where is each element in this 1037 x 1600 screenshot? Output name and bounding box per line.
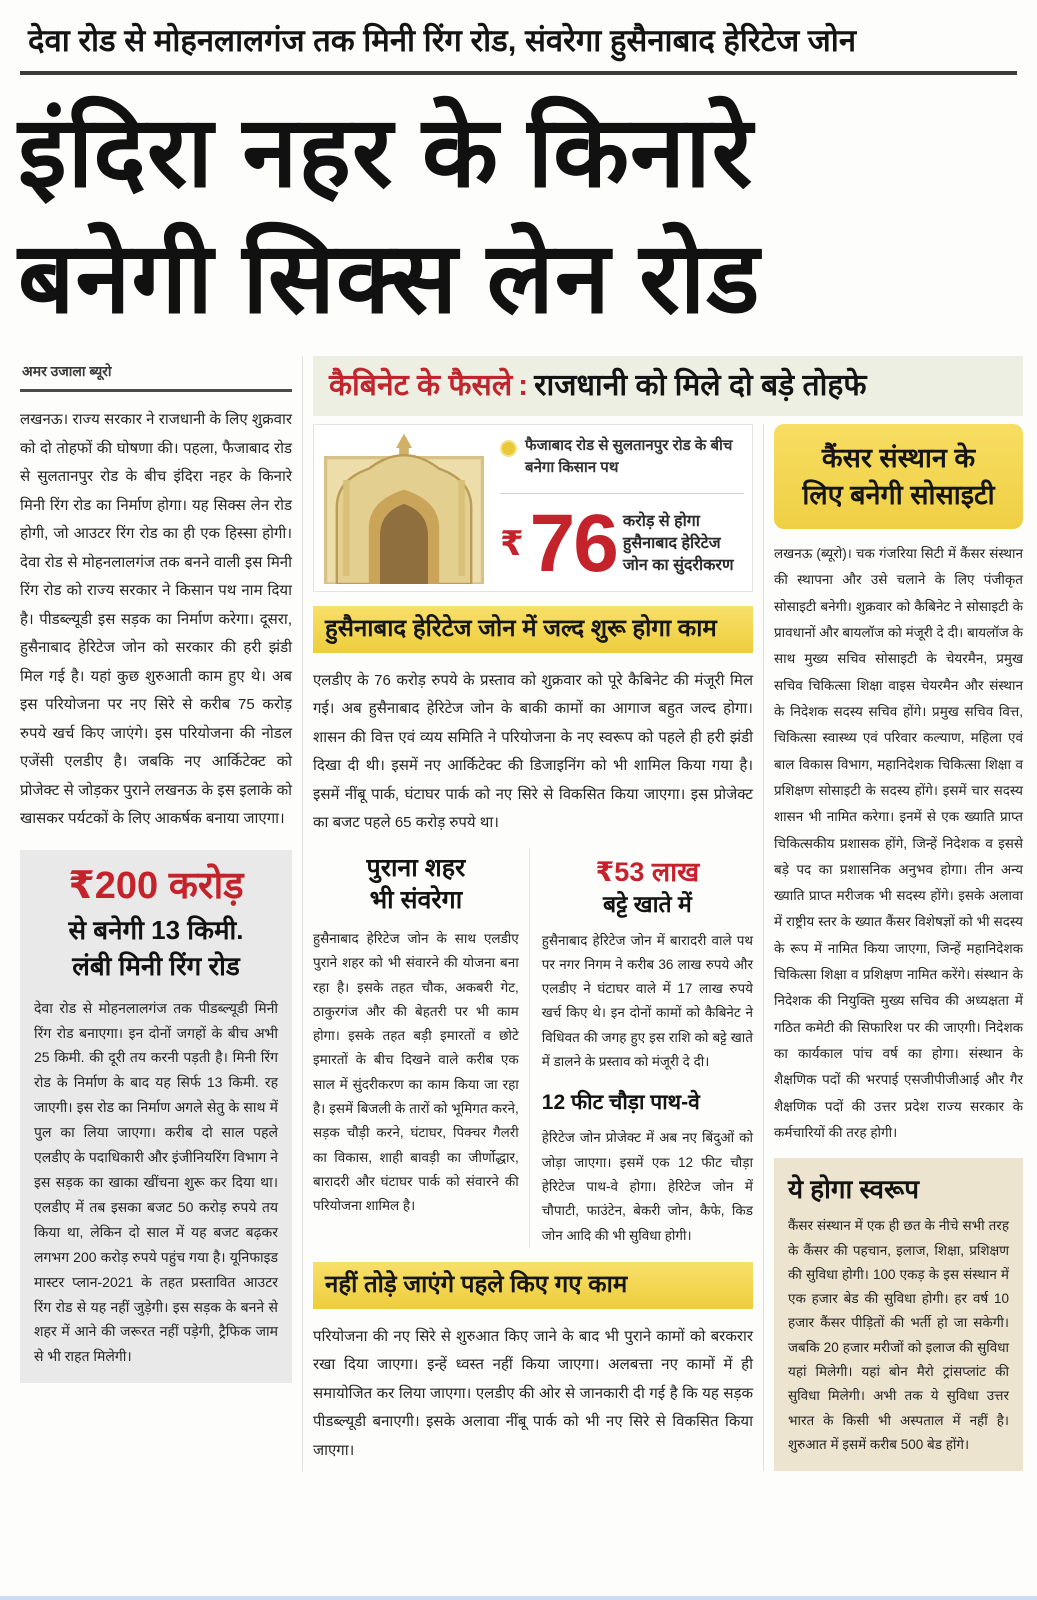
strip-no-demolition: नहीं तोड़े जाएंगे पहले किए गए काम — [313, 1262, 753, 1309]
left-box-heading-line1: से बनेगी 13 किमी. — [68, 915, 244, 946]
right-column — [764, 424, 1023, 1471]
center-column — [313, 424, 764, 1471]
main-headline — [18, 89, 1019, 342]
cancer-heading-line1: कैंसर संस्थान के — [821, 443, 976, 474]
bullet-text: फैजाबाद रोड से सुलतानपुर रोड के बीच बनेगा किसान पथ — [525, 437, 733, 476]
write-off-body: हुसैनाबाद हेरिटेज जोन में बारादरी वाले पथ पर नगर निगम ने करीब 36 लाख रुपये और एलडीए ने घंटाघर वाले में 17 लाख रुपये खर्च किए थे। इन दोनों कामों को कैबिनेट ने विधिवत की जगह हुए इस राशि को बट्टे खाते में डालने के प्रस्ताव को मंजूरी दे दी। — [541, 932, 753, 1070]
write-off-heading: बट्टे खाते में — [602, 890, 692, 917]
page-bottom-edge — [0, 1596, 1037, 1600]
husainabad-gate-image — [320, 431, 488, 585]
bullet-icon — [500, 440, 517, 457]
article-body — [14, 356, 1023, 1471]
banner-title: राजधानी को मिले दो बड़े तोहफे — [534, 369, 867, 403]
swaroop-body: कैंसर संस्थान में एक ही छत के नीचे सभी तरह के कैंसर की पहचान, इलाज, शिक्षा, प्रशिक्षण की सुविधा होगी। 100 एकड़ के इस संस्थान में एक हजार बेड की सुविधा होगी। हर वर्ष 10 हजार कैंसर पीड़ितों की भर्ती हो जा सकेगी। जबकि 20 हजार मरीजों को इलाज की सुविधा यहां मिलेगी। यहां बोन मैरो ट्रांसप्लांट की सुविधा मिलेगी। अभी तक ये सुविधा उत्तर भारत के किसी भी अस्पताल में नहीं है। शुरुआत में इसमें करीब 500 बेड होंगे। — [788, 1218, 1009, 1452]
amount-value: 76 — [529, 498, 617, 590]
left-box-heading-line2: लंबी मिनी रिंग रोड — [72, 950, 240, 981]
amount-200-crore: ₹200 करोड़ — [68, 864, 244, 907]
old-city-heading-line1: पुराना शहर — [366, 853, 466, 882]
cancer-institute-box — [774, 424, 1023, 529]
swaroop-box — [774, 1158, 1023, 1471]
subcolumn-old-city — [313, 848, 530, 1248]
pathway-body: हेरिटेज जोन प्रोजेक्ट में अब नए बिंदुओं को जोड़ा जाएगा। इसमें एक 12 फीट चौड़ा हेरिटेज पाथ-वे होगा। हेरिटेज जोन में चौपाटी, फाउंटेन, बेकरी जोन, कैफे, किड जोन आदि की भी सुविधा होगी। — [541, 1130, 753, 1243]
old-city-heading — [313, 852, 519, 917]
headline-line2: बनेगी सिक्स लेन रोड — [18, 222, 761, 334]
swaroop-heading: ये होगा स्वरूप — [788, 1174, 919, 1205]
center-subcolumns — [313, 848, 753, 1248]
cancer-heading-line2: लिए बनेगी सोसाइटी — [802, 479, 995, 510]
heritage-infographic — [313, 424, 753, 592]
center-right-row — [313, 424, 1023, 1471]
old-city-body: हुसैनाबाद हेरिटेज जोन के साथ एलडीए पुराने शहर को भी संवारने की योजना बना रहा है। इसके तहत चौक, अकबरी गेट, ठाकुरगंज और की बेहतरी पर भी काम होगा। इसके तहत बड़ी इमारतों व छोटे इमारतों के बीच दिखने वाले करीब एक साल में सुंदरीकरण का काम किया जा रहा है। इसमें बिजली के तारों को भूमिगत करने, सड़क चौड़ी करने, घंटाघर, पिक्चर गैलरी का विकास, शाही बावड़ी का जीर्णोद्धार, बारादरी और घंटाघर पार्क को संवारने की परियोजना शामिल है। — [313, 930, 519, 1214]
gate-illustration — [324, 432, 484, 584]
old-city-heading-line2: भी संवरेगा — [369, 886, 463, 915]
rupee-symbol: ₹ — [500, 525, 524, 564]
cancer-body: लखनऊ (ब्यूरो)। चक गंजरिया सिटी में कैंसर संस्थान की स्थापना और उसे चलाने के लिए पंजीकृत सोसाइटी बनेगी। शुक्रवार को कैबिनेट ने सोसाइटी के प्रावधानों और बायलॉज को मंजूरी दे दी। बायलॉज के साथ मुख्य सचिव सोसाइटी के चेयरमैन, प्रमुख सचिव चिकित्सा शिक्षा वाइस चेयरमैन और संस्थान के निदेशक सदस्य सचिव होंगे। प्रमुख सचिव वित्त, चिकित्सा स्वास्थ्य एवं परिवार कल्याण, महिला एवं बाल विकास विभाग, महानिदेशक चिकित्सा शिक्षा व प्रशिक्षण सोसाइटी के सदस्य होंगे। इसमें चार सदस्य शासन भी नामित करेगा। इनमें से एक ख्याति प्राप्त चिकित्सकीय प्रशासक होंगे, जिन्हें निदेशक व इससे बड़े पद का प्रशासनिक अनुभव होगा। तीन अन्य ख्याति प्राप्त मरीजक भी सदस्य होंगे। इसके अलावा में राष्ट्रीय स्तर के ख्यात कैंसर विशेषज्ञों को भी सदस्य के रूप में नामित किया जाएगा, जिन्हें महानिदेशक चिकित्सा शिक्षा व प्रशिक्षण नामित करेंगे। संस्थान के निदेशक की नियुक्ति मुख्य सचिव की अध्यक्षता में गठित कमेटी की सिफारिश पर की जाएगी। निदेशक का कार्यकाल पांच वर्ष का होगा। संस्थान के शैक्षणिक पदों की भरपाई एसजीपीजीआई और गैर शैक्षणिक पदों की उत्तर प्रदेश राज्य सरकार के कर्मचारियों की तरह होगी। — [774, 546, 1023, 1140]
mini-ring-road-box — [20, 850, 292, 1384]
pathway-heading: 12 फीट चौड़ा पाथ-वे — [541, 1091, 700, 1115]
amount-76-crore — [500, 498, 744, 590]
divider — [500, 493, 744, 494]
main-right-area — [303, 356, 1023, 1471]
strip2-paragraph: परियोजना की नए सिरे से शुरुआत किए जाने के बाद भी पुराने कामों को बरकरार रखा दिया जाएगा। इन्हें ध्वस्त नहीं किया जाएगा। अलबत्ता नए कामों में ही समायोजित कर लिया जाएगा। एलडीए की ओर से जानकारी दी गई है कि यह सड़क पीडब्ल्यूडी बनाएगी। इसके अलावा नींबू पार्क को भी नए सिरे से विकसित किया जाएगा। — [313, 1327, 753, 1459]
left-column — [14, 356, 303, 1471]
left-box-body: देवा रोड से मोहनलालगंज तक पीडब्ल्यूडी मिनी रिंग रोड बनाएगा। इन दोनों जगहों के बीच अभी 25 किमी. की दूरी तय करनी पड़ती है। मिनी रिंग रोड के निर्माण के बाद यह सिर्फ 13 किमी. रह जाएगी। इस रोड का निर्माण अगले सेतु के साथ में पुल का लिया जाएगा। करीब दो साल पहले एलडीए के पदाधिकारी और इंजीनियरिंग विभाग ने इस सड़क का खाका खींचना शुरू कर दिया था। एलडीए में तब इसका बजट 50 करोड़ रुपये तय किया था, लेकिन दो साल में यह बजट बढ़कर लगभग 200 करोड़ रुपये पहुंच गया है। यूनिफाइड मास्टर प्लान-2021 के तहत प्रस्तावित आउटर रिंग रोड से यह नहीं जुड़ेगी। इस सड़क के बनने से शहर में आने की जरूरत नहीं पड़ेगी, ट्रैफिक जाम से भी राहत मिलेगी। — [34, 999, 278, 1365]
subcolumn-write-off — [530, 848, 753, 1248]
amount-caption: करोड़ से होगा हुसैनाबाद हेरिटेज जोन का सुंदरीकरण — [622, 512, 734, 575]
banner-separator: : — [518, 369, 529, 403]
kisan-path-bullet — [500, 435, 744, 479]
byline: अमर उजाला ब्यूरो — [20, 358, 292, 392]
lead-paragraph: लखनऊ। राज्य सरकार ने राजधानी के लिए शुक्रवार को दो तोहफों की घोषणा की। पहला, फैजाबाद रोड से सुलतानपुर रोड के बीच इंदिरा नहर के किनारे मिनी रिंग रोड का निर्माण होगा। यह सिक्स लेन रोड होगी, जो आउटर रिंग रोड का ही एक हिस्सा होगी। देवा रोड से मोहनलालगंज तक बनने वाली इस मिनी रिंग रोड को राज्य सरकार ने किसान पथ नाम दिया है। पीडब्ल्यूडी इस सड़क का निर्माण करेगा। दूसरा, हुसैनाबाद हेरिटेज जोन को सरकार की हरी झंडी मिल गई है। यहां कुछ शुरुआती काम हुए थे। अब इस परियोजना पर नए सिरे से करीब 75 करोड़ रुपये खर्च किए जाएंगे। इस परियोजना की नोडल एजेंसी एलडीए है। जबकि नए आर्किटेक्ट को प्रोजेक्ट से जोड़कर पुराने लखनऊ के इस इलाके को खासकर पर्यटकों के लिए आकर्षक बनाया जाएगा। — [20, 411, 292, 828]
banner-label: कैबिनेट के फैसले — [329, 369, 513, 403]
kicker-strip — [20, 22, 1017, 75]
strip-heritage-work: हुसैनाबाद हेरिटेज जोन में जल्द शुरू होगा काम — [313, 606, 753, 653]
infographic-text — [498, 431, 746, 590]
cabinet-decisions-banner — [313, 356, 1023, 416]
kicker-text: देवा रोड से मोहनलालगंज तक मिनी रिंग रोड, संवरेगा हुसैनाबाद हेरिटेज जोन — [28, 23, 857, 58]
strip1-paragraph: एलडीए के 76 करोड़ रुपये के प्रस्ताव को शुक्रवार को पूरे कैबिनेट की मंजूरी मिल गई। अब हुसैनाबाद हेरिटेज जोन के बाकी कामों का आगाज बहुत जल्द होगा। शासन की वित्त एवं व्यय समिति ने परियोजना के नए स्वरूप को पहले ही हरी झंडी दिखा दी थी। इसमें नए आर्किटेक्ट की डिजाइनिंग को भी शामिल किया गया है। इसमें नींबू पार्क, घंटाघर पार्क को नए सिरे से विकसित किया जाएगा। इस प्रोजेक्ट का बजट पहले 65 करोड़ रुपये था। — [313, 671, 753, 832]
amount-53-lakh: ₹53 लाख — [595, 856, 700, 887]
left-box-heading — [34, 913, 278, 983]
headline-line1: इंदिरा नहर के किनारे — [18, 95, 754, 207]
